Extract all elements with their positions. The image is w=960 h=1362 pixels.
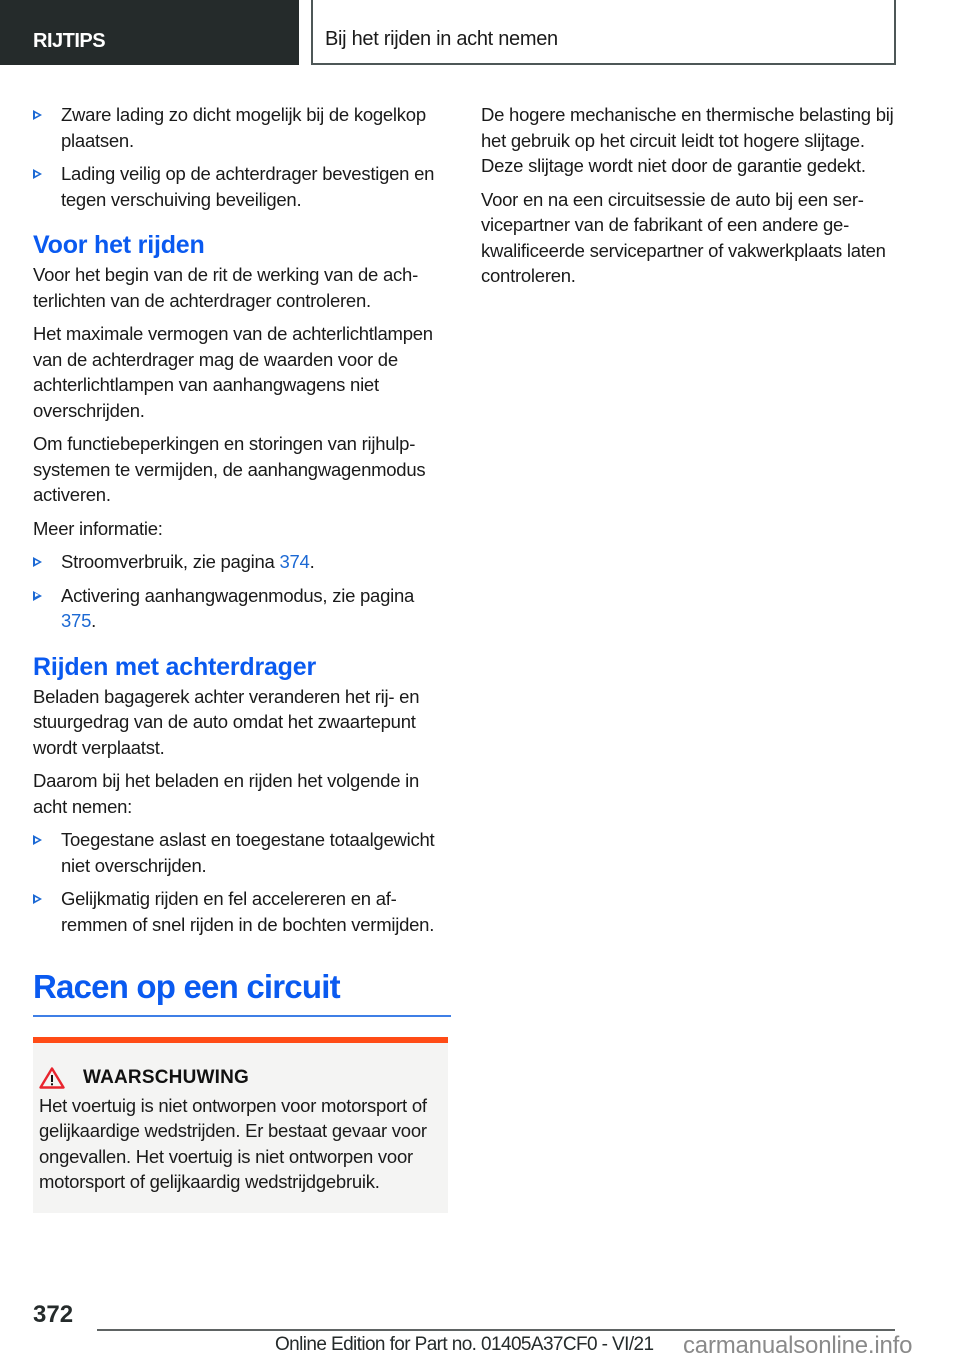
paragraph: De hogere mechanische en thermische belasting bij het gebruik op het circuit leidt tot hogere slijtage. Deze slijtage wordt niet door de garantie gedekt.	[481, 104, 894, 176]
paragraph: Daarom bij het beladen en rijden het volgende in acht nemen:	[33, 770, 420, 817]
left-column	[33, 102, 451, 1213]
paragraph: Beladen bagagerek achter veranderen het rij- en stuurgedrag van de auto omdat het zwaartepunt wordt verplaatst.	[33, 685, 420, 758]
heading-racen-op-een-circuit: Racen op een circuit	[33, 967, 451, 1017]
footer-divider	[97, 1329, 895, 1331]
heading-rijden-met-achterdrager: Rijden met achterdrager	[33, 652, 316, 681]
list-item: Activering aanhangwagenmodus, zie pagina 375.	[33, 583, 451, 634]
page-title: Bij het rijden in acht nemen	[325, 28, 558, 50]
list-item: Zware lading zo dicht mogelijk bij de kogelkop plaatsen.	[33, 102, 451, 153]
bullet-triangle-icon	[33, 110, 42, 120]
page-link-375[interactable]: 375	[61, 610, 92, 631]
edition-info: Online Edition for Part no. 01405A37CF0 - VI/21	[275, 1334, 654, 1355]
bullet-triangle-icon	[33, 557, 42, 567]
list-item: Stroomverbruik, zie pagina 374.	[33, 549, 451, 575]
list-item: Gelijkmatig rijden en fel accelereren en afremmen of snel rijden in de bochten vermijden.	[33, 886, 451, 937]
heading-voor-het-rijden: Voor het rijden	[33, 231, 205, 259]
bullet-triangle-icon	[33, 169, 42, 179]
bullet-triangle-icon	[33, 835, 42, 845]
list-item: Lading veilig op de achterdrager bevestigen en tegen verschuiving beveiligen.	[33, 161, 451, 212]
paragraph: Voor en na een circuitsessie de auto bij een servicepartner van de fabrikant of een andere gekwalificeerde servicepartner of vakwerkplaats laten controleren.	[481, 188, 886, 286]
paragraph: Het maximale vermogen van de achterlichtlampen van de achterdrager mag de waarden voor de achterlichtlampen van aanhangwagens niet overschrijden.	[33, 323, 433, 421]
warning-box	[33, 1037, 448, 1213]
section-tab	[0, 0, 299, 65]
warning-title: WAARSCHUWING	[83, 1067, 249, 1088]
paragraph: Meer informatie:	[33, 517, 163, 539]
page-number: 372	[33, 1301, 74, 1328]
bullet-triangle-icon	[33, 894, 42, 904]
paragraph: Voor het begin van de rit de werking van de achterlichten van de achterdrager controleren.	[33, 264, 419, 311]
page-link-374[interactable]: 374	[279, 551, 310, 572]
right-column	[481, 102, 899, 297]
paragraph: Om functiebeperkingen en storingen van rijhulpsystemen te vermijden, de aanhangwagenmodus activeren.	[33, 433, 426, 505]
page-title-box	[311, 0, 896, 65]
warning-triangle-icon	[39, 1067, 65, 1089]
watermark: carmanualsonline.info	[683, 1332, 913, 1359]
warning-text: Het voertuig is niet ontworpen voor motorsport of gelijkaardige wedstrijden. Er bestaat gevaar voor ongevallen. Het voertuig is niet ontworpen voor motorsport of gelijkaardig wedstrijdgebruik.	[39, 1094, 427, 1192]
bullet-triangle-icon	[33, 591, 42, 601]
section-label: RIJTIPS	[33, 30, 106, 52]
list-item: Toegestane aslast en toegestane totaalgewicht niet overschrijden.	[33, 827, 451, 878]
